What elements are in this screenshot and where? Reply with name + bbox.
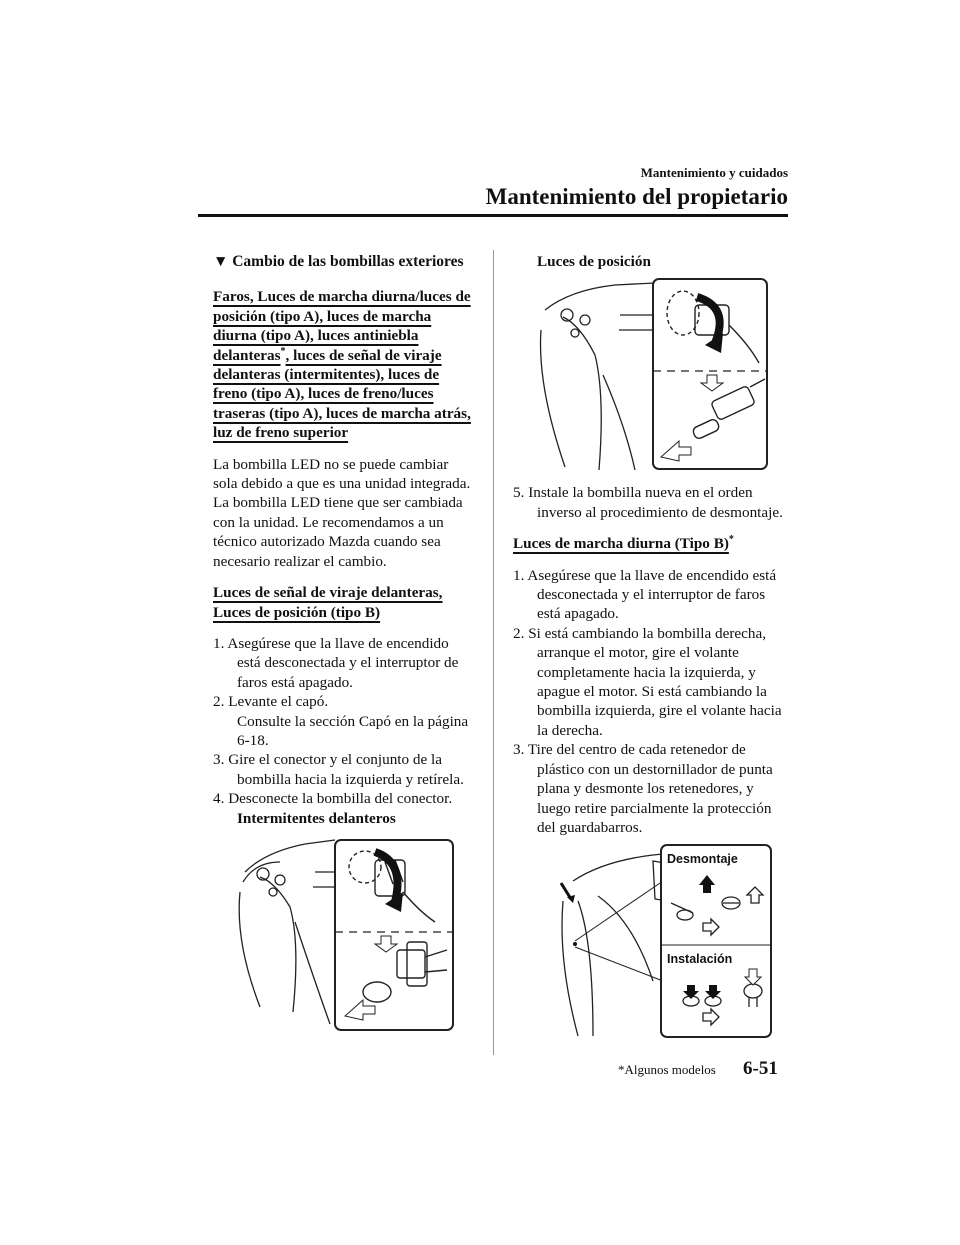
triangle-bullet-icon: ▼ xyxy=(213,253,229,270)
step-2: 2. Levante el capó. xyxy=(213,693,329,711)
asterisk-mark-2: * xyxy=(728,534,734,546)
subheading-marcha-diurna: Luces de marcha diurna (Tipo B)* xyxy=(513,534,734,553)
step-3: 3. Gire el conector y el conjunto de la bombilla hacia la izquierda y retírela. xyxy=(213,751,464,788)
position-light-illustration xyxy=(535,275,771,473)
subheading-faros: Faros, Luces de marcha diurna/luces de posición (tipo A), luces de marcha diurna (tipo A), luces antiniebla delanteras*, luces de señal de viraje delanteras (intermitentes), luces de freno (tipo A), luces de freno/luces traseras (tipo A), luces de marcha atrás, luz de freno superior xyxy=(213,288,471,442)
right-column xyxy=(513,252,788,1041)
front-turn-signal-illustration xyxy=(235,832,457,1032)
led-paragraph: La bombilla LED no se puede cambiar sola debido a que es una unidad integrada. La bombilla LED tiene que ser cambiada con la unidad. Le recomendamos a un técnico autorizado Mazda cuando sea necesario realizar el cambio. xyxy=(213,455,471,570)
step-1: 1. Asegúrese que la llave de encendido está desconectada y el interruptor de faros está apagado. xyxy=(213,634,459,691)
drl-step-1: 1. Asegúrese que la llave de encendido está desconectada y el interruptor de faros está apagado. xyxy=(513,566,777,623)
asterisk-mark: * xyxy=(280,345,286,357)
page-number: 6-51 xyxy=(743,1058,778,1079)
drl-step-2: 2. Si está cambiando la bombilla derecha, arranque el motor, gire el volante completamente hacia la izquierda, y apague el motor. Si está cambiando la bombilla izquierda, gire el volante hacia la derecha. xyxy=(513,624,782,739)
left-column xyxy=(213,252,475,1032)
fender-retainer-illustration xyxy=(553,841,773,1041)
footnote-algunos-modelos: *Algunos modelos xyxy=(618,1062,716,1077)
desmontaje-label: Desmontaje xyxy=(667,852,738,867)
instalacion-label: Instalación xyxy=(667,952,733,967)
step-4: 4. Desconecte la bombilla del conector. xyxy=(213,790,453,808)
column-divider xyxy=(493,250,494,1055)
section-title-text: Cambio de las bombillas exteriores xyxy=(232,253,464,270)
drl-step-3: 3. Tire del centro de cada retenedor de plástico con un destornillador de punta plana y desmonte los retenedores, y luego retire parcialmente la protección del guardabarros. xyxy=(513,741,773,836)
figure-caption-posicion: Luces de posición xyxy=(537,253,651,270)
subheading-senal-viraje: Luces de señal de viraje delanteras, Luces de posición (tipo B) xyxy=(213,584,443,621)
header-rule xyxy=(198,214,788,217)
figure-caption-intermitentes: Intermitentes delanteros xyxy=(237,809,396,827)
step-2-reference: Consulte la sección Capó en la página 6-18. xyxy=(237,712,469,749)
section-title xyxy=(213,252,475,271)
running-header-chapter: Mantenimiento del propietario xyxy=(485,184,788,209)
running-header-section: Mantenimiento y cuidados xyxy=(640,165,788,180)
step-5: 5. Instale la bombilla nueva en el orden inverso al procedimiento de desmontaje. xyxy=(513,484,783,521)
